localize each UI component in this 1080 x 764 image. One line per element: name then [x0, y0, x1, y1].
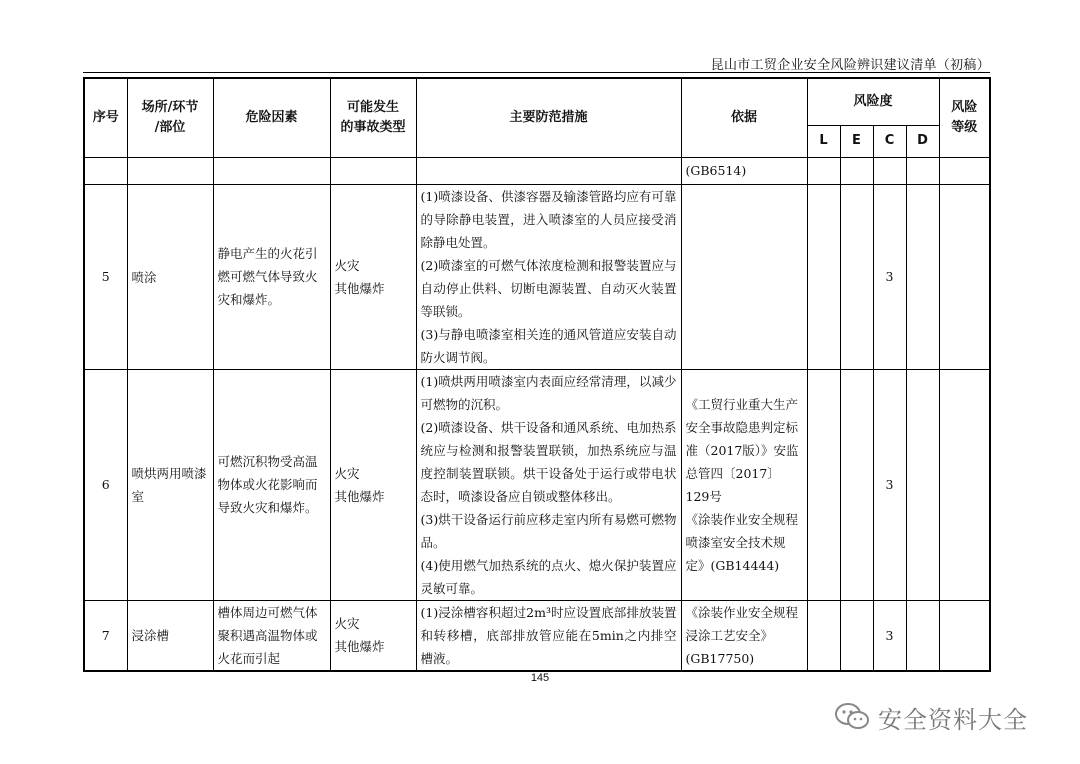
- basis-reference: 《涂装作业安全规程浸涂工艺安全》(GB17750): [685, 604, 799, 666]
- header-C: C: [873, 125, 906, 157]
- header-D: D: [906, 125, 939, 157]
- basis-cell: [681, 600, 807, 671]
- E-cell: [840, 184, 873, 369]
- page-number: 145: [530, 672, 550, 684]
- location-cell: 喷烘两用喷漆室: [127, 369, 213, 600]
- measure-item: (1)喷漆设备、供漆容器及输漆管路均应有可靠的导除静电装置，进入喷漆室的人员应接受消除静电处置。: [420, 188, 677, 250]
- L-cell: [807, 369, 840, 600]
- accident-type: 其他爆炸: [334, 639, 385, 654]
- measure-item: (4)使用燃气加热系统的点火、熄火保护装置应灵敏可靠。: [420, 557, 677, 596]
- seq-cell: 5: [84, 184, 127, 369]
- risk-level-cell: [939, 600, 990, 671]
- document-header-title: 昆山市工贸企业安全风险辨识建议清单（初稿）: [710, 58, 990, 73]
- hazard-cell: 静电产生的火花引燃可燃气体导致火灾和爆炸。: [213, 184, 330, 369]
- measure-item: (2)喷漆室的可燃气体浓度检测和报警装置应与自动停止供料、切断电源装置、自动灭火装置等联锁。: [420, 257, 677, 319]
- measure-item: (1)喷烘两用喷漆室内表面应经常清理，以减少可燃物的沉积。: [420, 373, 677, 412]
- watermark: [834, 700, 1028, 734]
- basis-cell: [681, 369, 807, 600]
- L-cell: [807, 600, 840, 671]
- measures-cell: [416, 184, 681, 369]
- accident-type: 火灾: [334, 616, 360, 631]
- basis-cell: [681, 184, 807, 369]
- header-divider: [83, 72, 990, 73]
- D-cell: [906, 369, 939, 600]
- E-cell: [840, 600, 873, 671]
- accident-type: 火灾: [334, 257, 360, 273]
- header-E: E: [840, 125, 873, 157]
- accident-cell: [330, 184, 416, 369]
- header-accident-type: 可能发生 的事故类型: [330, 78, 416, 157]
- header-measures: 主要防范措施: [416, 78, 681, 157]
- risk-level-cell: [939, 369, 990, 600]
- measure-item: (3)与静电喷漆室相关连的通风管道应安装自动防火调节阀。: [420, 326, 677, 365]
- header-seq: 序号: [84, 78, 127, 157]
- risk-level-cell: [939, 184, 990, 369]
- header-location: 场所/环节 /部位: [127, 78, 213, 157]
- hazard-cell: 槽体周边可燃气体聚积遇高温物体或火花而引起: [213, 600, 330, 671]
- accident-type: 其他爆炸: [334, 280, 385, 296]
- C-cell: 3: [873, 184, 906, 369]
- location-cell: 喷涂: [127, 184, 213, 369]
- measures-cell: [416, 369, 681, 600]
- header-risk-level: 风险 等级: [939, 78, 990, 157]
- table-row: [84, 369, 990, 600]
- C-cell: 3: [873, 369, 906, 600]
- C-cell: 3: [873, 600, 906, 671]
- basis-reference: 《工贸行业重大生产安全事故隐患判定标准（2017版）》安监总管四〔2017〕129号: [685, 396, 799, 504]
- measure-item: (3)烘干设备运行前应移走室内所有易燃可燃物品。: [420, 511, 677, 550]
- measures-cell: [416, 600, 681, 671]
- table-row: [84, 600, 990, 671]
- wechat-icon: [834, 702, 870, 732]
- D-cell: [906, 600, 939, 671]
- watermark-text: 安全资料大全: [878, 705, 1028, 734]
- accident-cell: [330, 369, 416, 600]
- D-cell: [906, 184, 939, 369]
- accident-type: 火灾: [334, 465, 360, 481]
- risk-table: [83, 77, 991, 672]
- header-basis: 依据: [681, 78, 807, 157]
- header-L: L: [807, 125, 840, 157]
- hazard-cell: 可燃沉积物受高温物体或火花影响而导致火灾和爆炸。: [213, 369, 330, 600]
- measure-item: (2)喷漆设备、烘干设备和通风系统、电加热系统应与检测和报警装置联锁，加热系统应与温度控制装置联锁。烘干设备处于运行或带电状态时，喷漆设备应自锁或整体移出。: [420, 419, 677, 504]
- header-hazard: 危险因素: [213, 78, 330, 157]
- table-row: [84, 184, 990, 369]
- header-risk-degree: 风险度: [807, 78, 939, 125]
- basis-reference: 《涂装作业安全规程喷漆室安全技术规定》(GB14444): [685, 511, 799, 573]
- E-cell: [840, 369, 873, 600]
- measure-item: (1)浸涂槽容积超过2m³时应设置底部排放装置和转移槽，底部排放管应能在5min之内排空槽液。: [420, 604, 677, 666]
- table-row-continuation: [84, 157, 990, 184]
- seq-cell: 6: [84, 369, 127, 600]
- seq-cell: 7: [84, 600, 127, 671]
- location-cell: 浸涂槽: [127, 600, 213, 671]
- basis-cell: (GB6514): [681, 157, 807, 184]
- accident-type: 其他爆炸: [334, 488, 385, 504]
- accident-cell: [330, 600, 416, 671]
- L-cell: [807, 184, 840, 369]
